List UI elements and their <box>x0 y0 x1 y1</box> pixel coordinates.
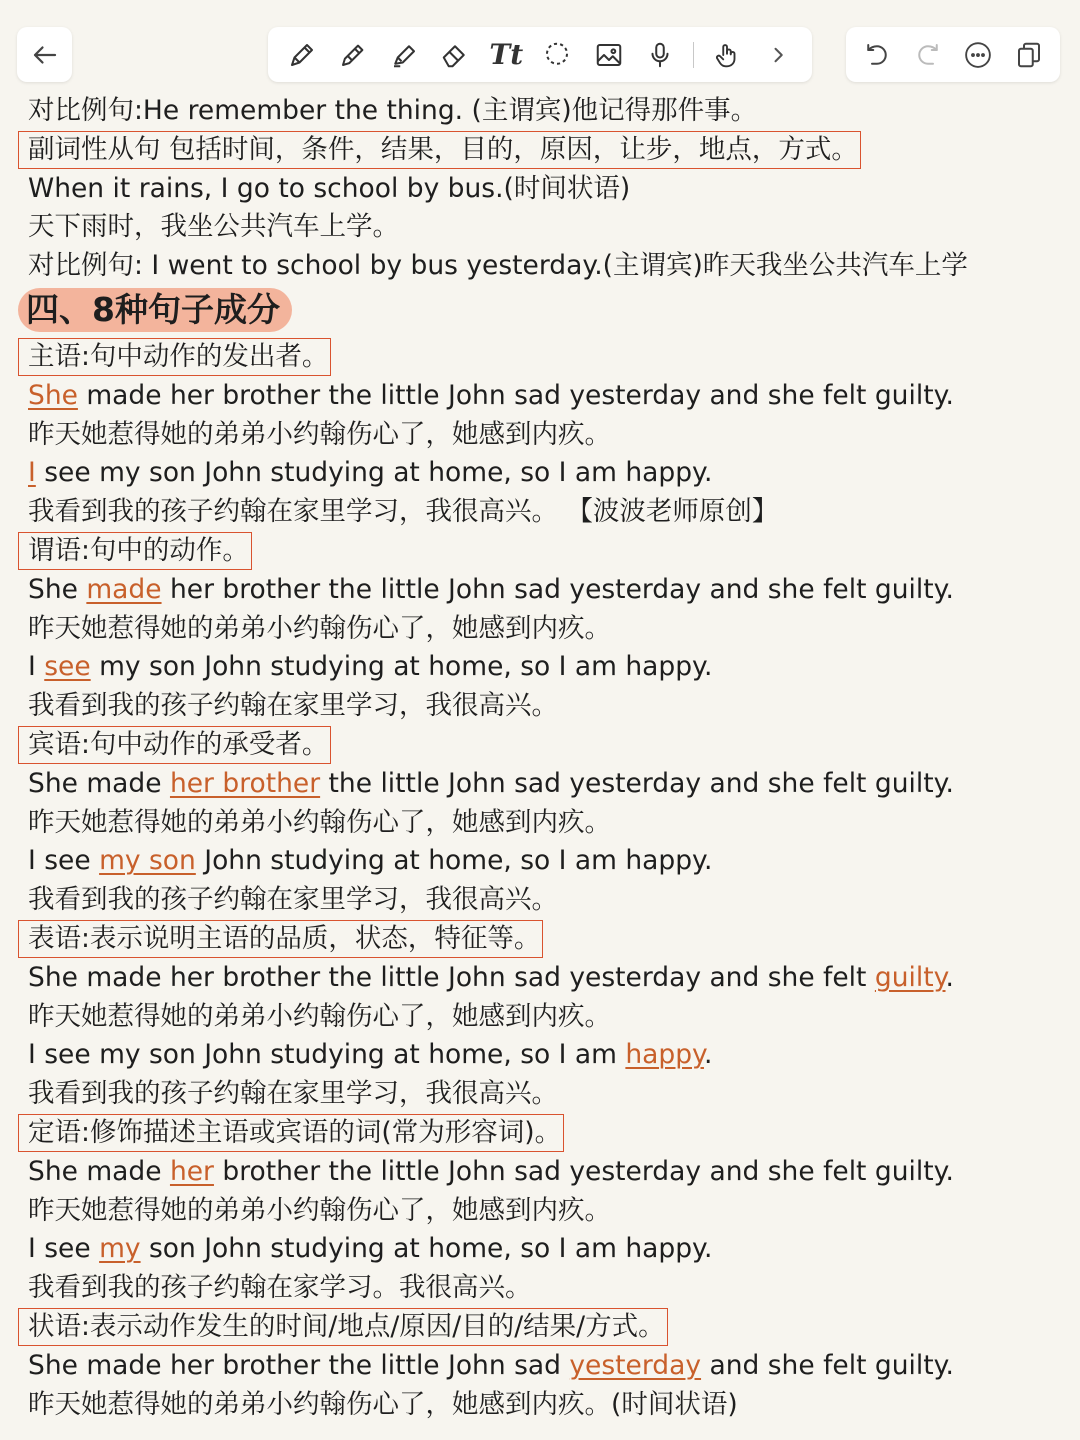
highlighted-word: She <box>28 379 78 411</box>
drawing-tools-bar <box>268 27 812 82</box>
touch-hand-icon[interactable] <box>709 37 745 73</box>
text-segment: 昨天她惹得她的弟弟小约翰伤心了，她感到内疚。 <box>28 612 611 644</box>
text-segment: 昨天她惹得她的弟弟小约翰伤心了，她感到内疚。(时间状语) <box>28 1388 738 1420</box>
text-segment: She made her brother the little John sad yesterday and she felt <box>28 961 875 993</box>
note-line <box>0 247 1080 286</box>
text-segment: 昨天她惹得她的弟弟小约翰伤心了，她感到内疚。 <box>28 1000 611 1032</box>
note-line <box>0 687 1080 726</box>
note-line <box>0 208 1080 247</box>
highlighter-icon[interactable] <box>386 37 422 73</box>
note-line <box>0 842 1080 881</box>
eraser-icon[interactable] <box>437 37 473 73</box>
note-line <box>0 1386 1080 1425</box>
note-line <box>0 454 1080 493</box>
note-line <box>0 92 1080 131</box>
lasso-icon[interactable] <box>539 37 575 73</box>
text-segment: 对比例句: I went to school by bus yesterday.(主谓宾)昨天我坐公共汽车上学 <box>28 250 968 282</box>
chevron-right-icon[interactable] <box>760 37 796 73</box>
highlighted-word: guilty <box>874 961 946 993</box>
definition-box <box>18 338 331 376</box>
note-line <box>0 1153 1080 1192</box>
note-line <box>0 881 1080 920</box>
highlighted-word: my <box>99 1233 141 1265</box>
text-segment: her brother the little John sad yesterday and she felt guilty. <box>161 573 954 605</box>
note-page[interactable] <box>0 92 1080 1424</box>
text-segment: made her brother the little John sad yesterday and she felt guilty. <box>77 379 954 411</box>
microphone-icon[interactable] <box>642 37 678 73</box>
text-segment: She made her brother the little John sad <box>28 1349 570 1381</box>
redo-icon[interactable] <box>910 37 946 73</box>
boxed-definition-line <box>0 131 1080 170</box>
text-segment: 我看到我的孩子约翰在家学习。我很高兴。 <box>28 1272 532 1304</box>
text-segment: I <box>28 651 45 683</box>
text-segment: . <box>945 961 954 993</box>
text-segment: 昨天她惹得她的弟弟小约翰伤心了，她感到内疚。 <box>28 1194 611 1226</box>
note-line <box>0 416 1080 455</box>
highlighted-word: yesterday <box>569 1349 702 1381</box>
pencil-icon[interactable] <box>335 37 371 73</box>
text-segment: . <box>703 1039 713 1071</box>
text-segment: my son John studying at home, so I am happy. <box>90 651 713 683</box>
text-segment: and she felt guilty. <box>701 1349 954 1381</box>
pen-icon[interactable] <box>284 37 320 73</box>
pages-icon[interactable] <box>1011 37 1047 73</box>
highlighted-word: I <box>28 457 36 489</box>
text-tool-icon[interactable]: Tt <box>489 38 524 71</box>
note-line <box>0 1075 1080 1114</box>
section-heading <box>0 288 1080 338</box>
note-line <box>0 571 1080 610</box>
text-segment: I see <box>28 845 100 877</box>
text-segment: She made <box>28 1155 170 1187</box>
note-line <box>0 998 1080 1037</box>
highlighted-word: her <box>169 1155 214 1187</box>
definition-box <box>18 1308 668 1346</box>
text-segment: 对比例句:He remember the thing. (主谓宾)他记得那件事。 <box>28 95 758 126</box>
text-segment: see my son John studying at home, so I am happy. <box>35 457 713 489</box>
text-segment: 副词性从句 包括时间，条件，结果，目的，原因，让步，地点，方式。 <box>28 133 858 165</box>
text-segment: brother the little John sad yesterday and she felt guilty. <box>213 1155 954 1187</box>
note-line <box>0 493 1080 532</box>
boxed-definition-line <box>0 920 1080 959</box>
more-icon[interactable] <box>960 37 996 73</box>
image-icon[interactable] <box>591 37 627 73</box>
toolbar-divider <box>693 42 694 68</box>
boxed-definition-line <box>0 1308 1080 1347</box>
text-segment: She made <box>28 767 170 799</box>
note-line <box>0 1347 1080 1386</box>
text-segment: 我看到我的孩子约翰在家里学习，我很高兴。 <box>28 884 558 916</box>
note-line <box>0 1230 1080 1269</box>
text-segment: 状语:表示动作发生的时间/地点/原因/目的/结果/方式。 <box>28 1310 665 1342</box>
definition-box <box>18 920 543 958</box>
text-segment: I see my son John studying at home, so I am <box>28 1039 626 1071</box>
text-segment: 我看到我的孩子约翰在家里学习，我很高兴。 【波波老师原创】 <box>28 496 779 528</box>
note-line <box>0 377 1080 416</box>
highlighted-word: happy <box>625 1039 704 1071</box>
boxed-definition-line <box>0 338 1080 377</box>
boxed-definition-line <box>0 1114 1080 1153</box>
text-segment: 四、8种句子成分 <box>26 289 280 329</box>
boxed-definition-line <box>0 726 1080 765</box>
note-line <box>0 765 1080 804</box>
text-segment: 我看到我的孩子约翰在家里学习，我很高兴。 <box>28 690 558 722</box>
note-line <box>0 1269 1080 1308</box>
text-segment: John studying at home, so I am happy. <box>195 845 713 877</box>
text-segment: I see <box>28 1233 100 1265</box>
note-line <box>0 170 1080 209</box>
highlighted-word: made <box>86 573 162 605</box>
toolbar <box>0 0 1080 92</box>
definition-box <box>18 1114 564 1152</box>
note-line <box>0 959 1080 998</box>
arrow-left-icon <box>27 37 63 73</box>
text-segment: 定语:修饰描述主语或宾语的词(常为形容词)。 <box>28 1116 562 1148</box>
document-actions-bar <box>846 27 1060 82</box>
note-line <box>0 1036 1080 1075</box>
note-line <box>0 648 1080 687</box>
highlighted-word: my son <box>99 845 196 877</box>
back-button[interactable] <box>17 27 72 82</box>
text-segment: 谓语:句中的动作。 <box>28 534 249 566</box>
text-segment: When it rains, I go to school by bus.(时间状语) <box>28 172 631 204</box>
note-line <box>0 610 1080 649</box>
definition-box <box>18 532 252 570</box>
text-segment: son John studying at home, so I am happy. <box>140 1233 713 1265</box>
note-line <box>0 1192 1080 1231</box>
highlighted-word: see <box>44 651 91 683</box>
text-segment: 昨天她惹得她的弟弟小约翰伤心了，她感到内疚。 <box>28 806 611 838</box>
highlighted-word: her brother <box>169 767 321 799</box>
text-segment: She <box>28 573 87 605</box>
text-segment: 昨天她惹得她的弟弟小约翰伤心了，她感到内疚。 <box>28 418 611 450</box>
heading-highlight <box>18 288 292 332</box>
text-segment: 我看到我的孩子约翰在家里学习，我很高兴。 <box>28 1078 558 1110</box>
text-segment: 表语:表示说明主语的品质，状态，特征等。 <box>28 922 541 954</box>
definition-box <box>18 131 861 169</box>
text-segment: 宾语:句中动作的承受者。 <box>28 728 329 760</box>
note-line <box>0 804 1080 843</box>
text-segment: 主语:句中动作的发出者。 <box>28 340 329 372</box>
boxed-definition-line <box>0 532 1080 571</box>
undo-icon[interactable] <box>859 37 895 73</box>
text-segment: 天下雨时，我坐公共汽车上学。 <box>28 211 399 243</box>
definition-box <box>18 726 331 764</box>
text-segment: the little John sad yesterday and she felt guilty. <box>320 767 954 799</box>
